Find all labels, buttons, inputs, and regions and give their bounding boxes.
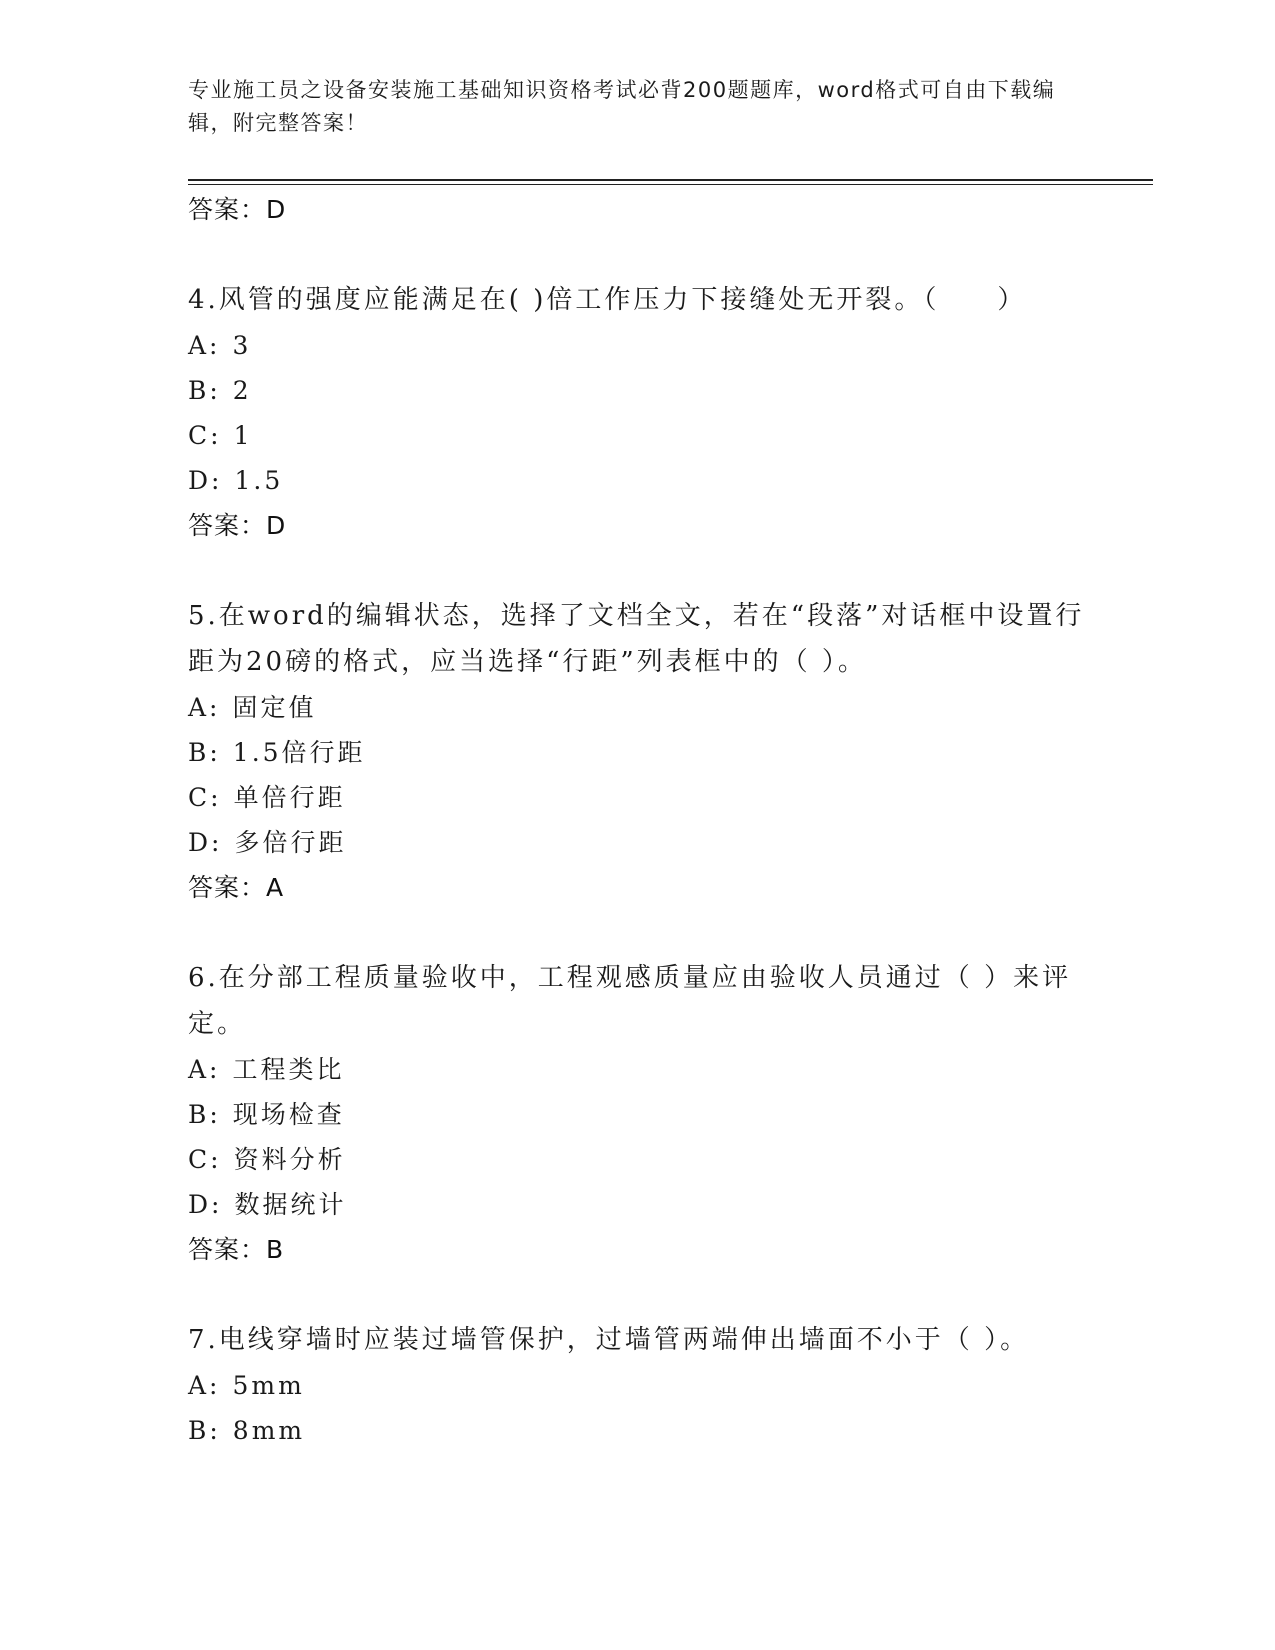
option-d — [188, 458, 1088, 503]
option-label: C: — [188, 421, 222, 450]
option-label: D: — [188, 828, 223, 857]
answer-line: 答案：A — [188, 873, 285, 902]
option-a — [188, 1363, 1088, 1408]
option-text: 单倍行距 — [233, 783, 346, 812]
question-block — [188, 593, 1088, 910]
option-text: 1 — [233, 421, 253, 450]
option-text: 1.5倍行距 — [232, 738, 366, 767]
option-label: A: — [188, 1055, 221, 1084]
option-text: 数据统计 — [234, 1190, 347, 1219]
option-text: 固定值 — [232, 693, 317, 722]
option-label: D: — [188, 1190, 223, 1219]
option-text: 现场检查 — [232, 1100, 345, 1129]
option-label: B: — [188, 1100, 221, 1129]
option-label: A: — [188, 1371, 221, 1400]
option-label: B: — [188, 1416, 221, 1445]
option-text: 5mm — [232, 1371, 305, 1400]
option-d — [188, 1182, 1088, 1227]
option-text: 2 — [232, 376, 252, 405]
document-content — [188, 187, 1088, 1453]
option-b — [188, 1092, 1088, 1137]
answer-line: 答案：D — [188, 511, 287, 540]
option-label: A: — [188, 331, 221, 360]
question-text: 6.在分部工程质量验收中，工程观感质量应由验收人员通过（ ）来评定。 — [188, 963, 1072, 1039]
option-label: C: — [188, 783, 222, 812]
option-b — [188, 368, 1088, 413]
question-block — [188, 277, 1088, 548]
option-a — [188, 323, 1088, 368]
option-text: 多倍行距 — [234, 828, 347, 857]
option-label: C: — [188, 1145, 222, 1174]
option-text: 8mm — [232, 1416, 306, 1445]
option-b — [188, 730, 1088, 775]
answer-line: 答案：D — [188, 195, 287, 224]
option-label: D: — [188, 466, 223, 495]
option-text: 1.5 — [234, 466, 284, 495]
header-rule-thin — [188, 184, 1153, 185]
option-text: 3 — [232, 331, 252, 360]
option-label: B: — [188, 376, 221, 405]
answer-line: 答案：B — [188, 1235, 285, 1264]
question-block — [188, 955, 1088, 1272]
question-text: 4.风管的强度应能满足在( )倍工作压力下接缝处无开裂。（ ） — [188, 285, 1027, 315]
option-label: A: — [188, 693, 221, 722]
option-text: 工程类比 — [232, 1055, 345, 1084]
option-a — [188, 685, 1088, 730]
page-header: 专业施工员之设备安装施工基础知识资格考试必背200题题库，word格式可自由下载编辑，附完整答案！ — [188, 78, 1056, 135]
option-label: B: — [188, 738, 221, 767]
option-a — [188, 1047, 1088, 1092]
question-block — [188, 1317, 1088, 1453]
option-text: 资料分析 — [233, 1145, 346, 1174]
option-c — [188, 775, 1088, 820]
header-rule-thick — [188, 179, 1153, 181]
question-text: 7.电线穿墙时应装过墙管保护，过墙管两端伸出墙面不小于（ ）。 — [188, 1325, 1030, 1355]
option-d — [188, 820, 1088, 865]
option-c — [188, 413, 1088, 458]
question-text: 5.在word的编辑状态，选择了文档全文，若在“段落”对话框中设置行距为20磅的格式，应当选择“行距”列表框中的（ ）。 — [188, 601, 1085, 677]
option-b — [188, 1408, 1088, 1453]
option-c — [188, 1137, 1088, 1182]
